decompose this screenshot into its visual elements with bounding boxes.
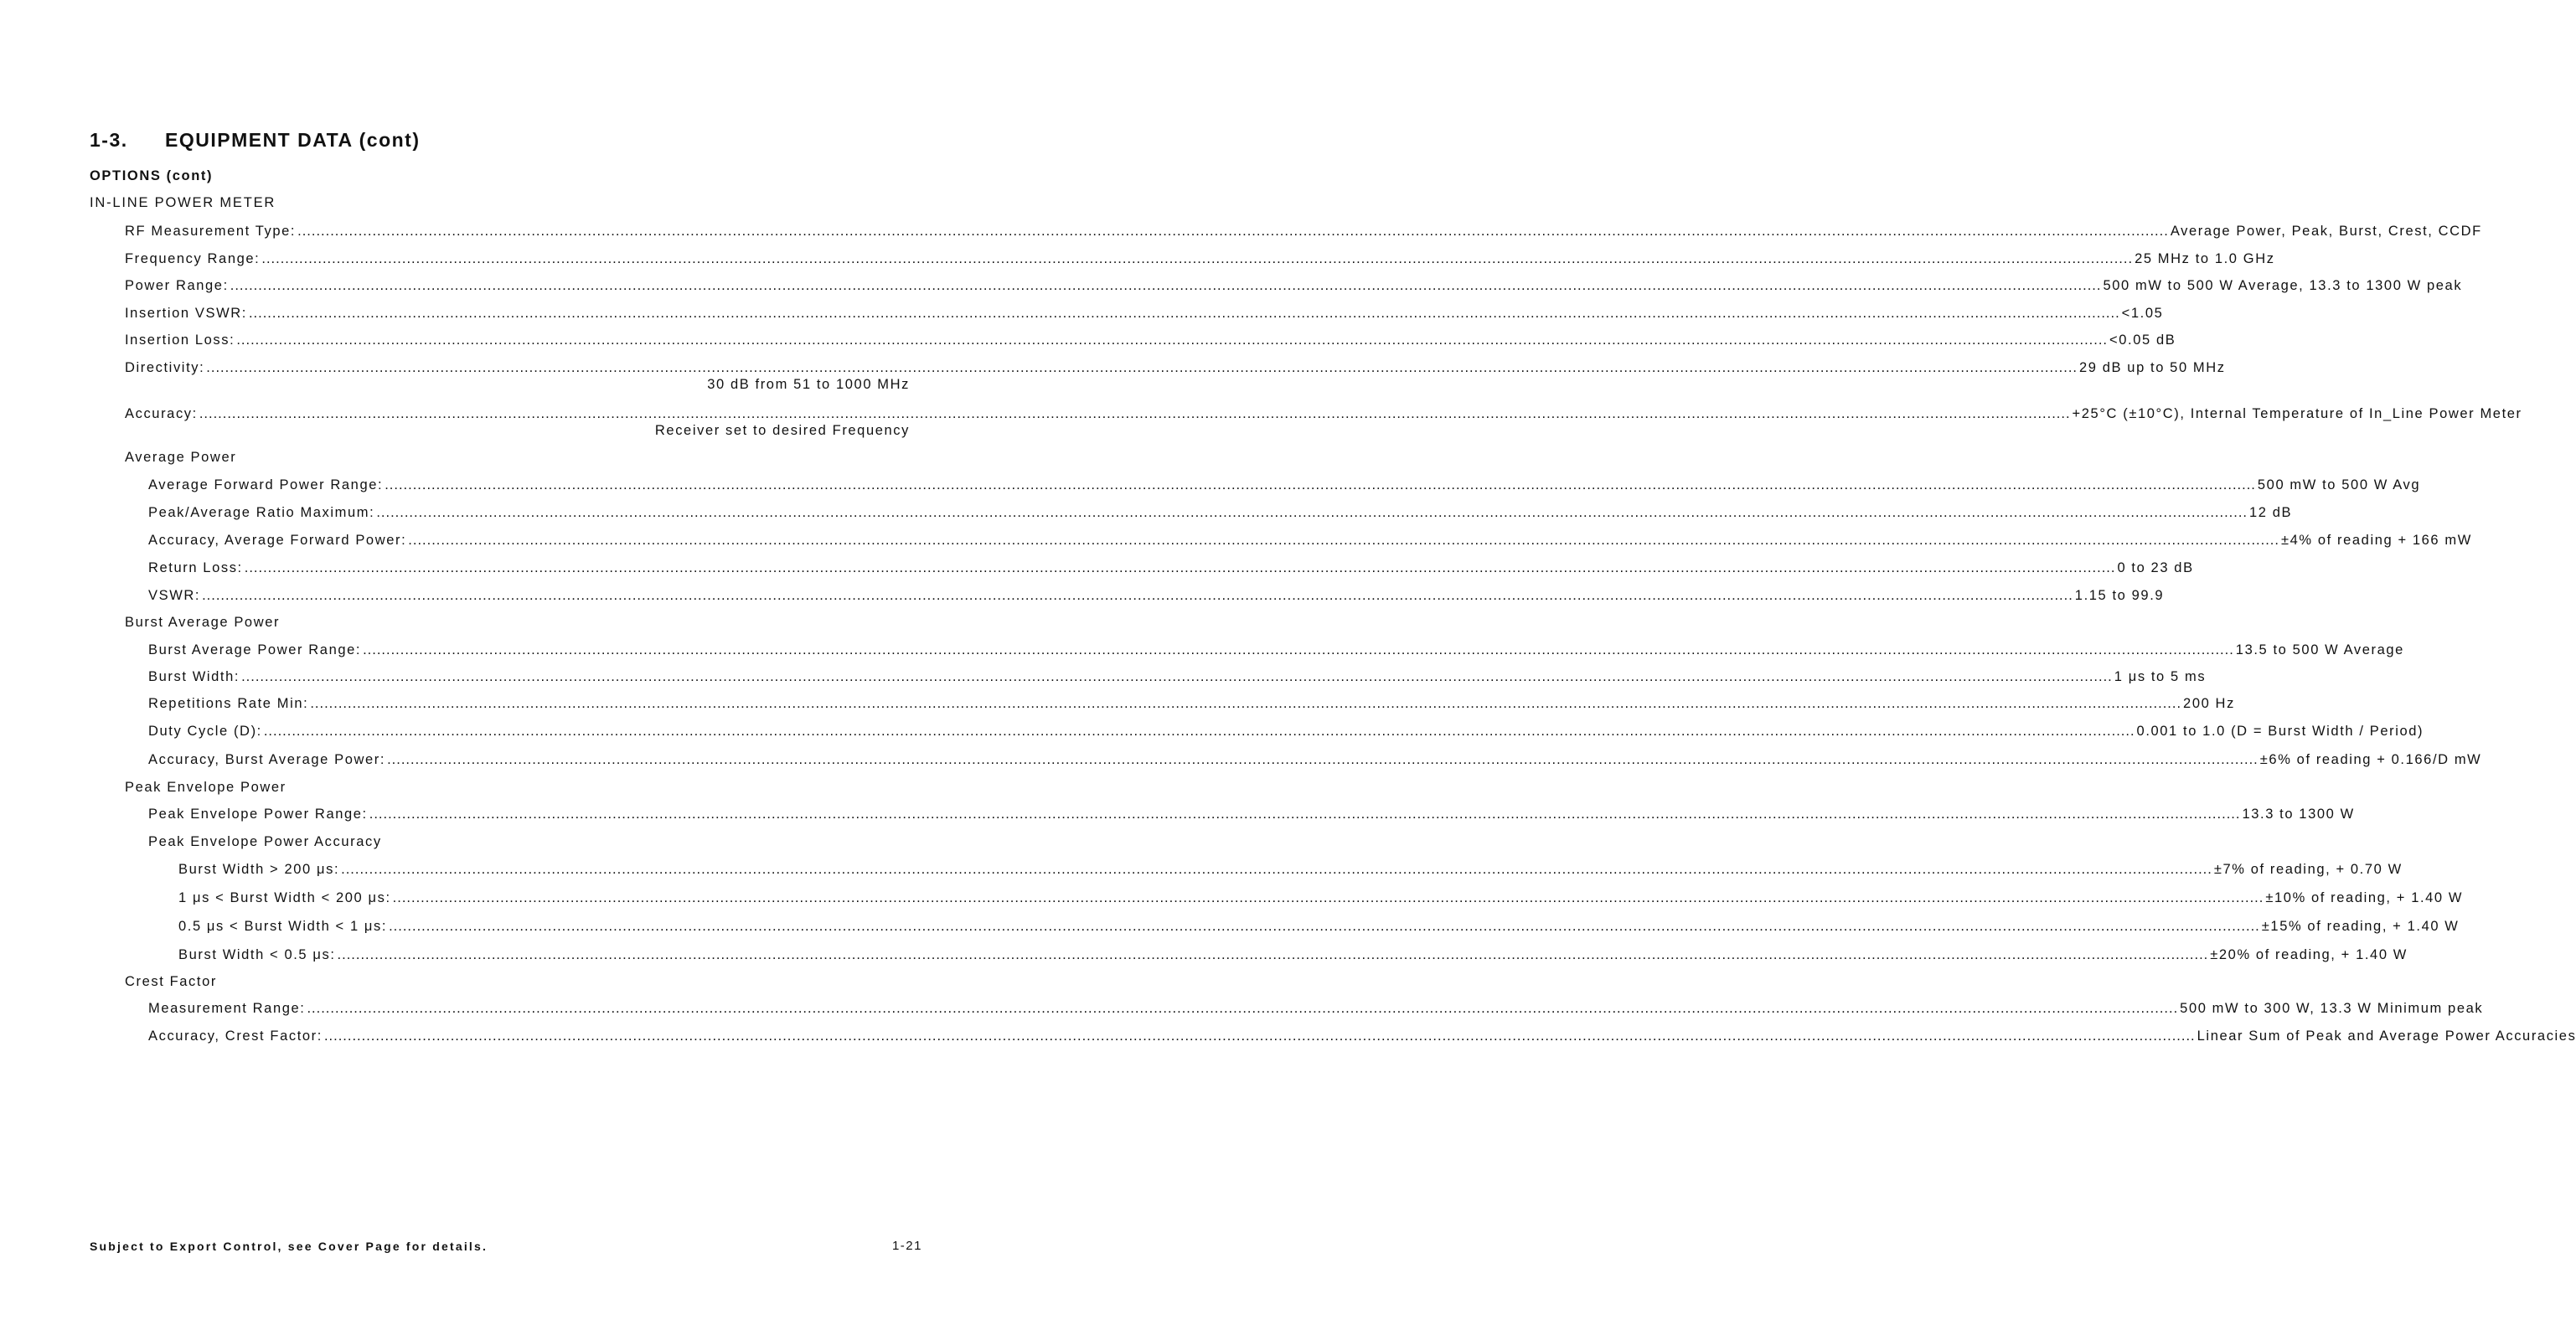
spec-row-burst-width xyxy=(148,668,2207,686)
leader-dots: ................................................................................................................................................................................................................................................................................................................................................................................................................ xyxy=(376,505,2248,520)
spec-value: ±7% of reading, + 0.70 W xyxy=(2213,862,2403,877)
spec-value: +25°C (±10°C), Internal Temperature of In_Line Power Meter xyxy=(2072,406,2522,421)
options-subheading: OPTIONS (cont) xyxy=(90,168,214,183)
leader-dots: ................................................................................................................................................................................................................................................................................................................................................................................................................ xyxy=(408,533,2279,548)
spec-label: Frequency Range: xyxy=(125,251,261,266)
section-title: EQUIPMENT DATA (cont) xyxy=(165,129,421,151)
spec-row-accuracy xyxy=(125,405,2522,423)
leader-dots: ................................................................................................................................................................................................................................................................................................................................................................................................................ xyxy=(199,406,2071,421)
spec-row-insertion-vswr xyxy=(125,305,2164,322)
spec-row-insertion-loss xyxy=(125,332,2176,349)
leader-dots: ................................................................................................................................................................................................................................................................................................................................................................................................................ xyxy=(244,560,2116,575)
spec-value: 500 mW to 500 W Average, 13.3 to 1300 W peak xyxy=(2103,278,2463,293)
spec-label: Accuracy, Average Forward Power: xyxy=(148,533,407,548)
spec-row-peak-avg-ratio xyxy=(148,504,2293,522)
spec-value-continuation: 30 dB from 51 to 1000 MHz xyxy=(707,377,910,392)
leader-dots: ................................................................................................................................................................................................................................................................................................................................................................................................................ xyxy=(206,360,2078,375)
spec-row-crest-accuracy xyxy=(148,1028,2576,1045)
export-control-note: Subject to Export Control, see Cover Page for details. xyxy=(90,1240,488,1253)
spec-row-peak-bw3 xyxy=(178,918,2460,936)
leader-dots: ................................................................................................................................................................................................................................................................................................................................................................................................................ xyxy=(363,642,2234,657)
spec-row-power-range xyxy=(125,277,2463,295)
spec-value: 0 to 23 dB xyxy=(2117,560,2194,575)
leader-dots: ................................................................................................................................................................................................................................................................................................................................................................................................................ xyxy=(389,919,2260,934)
leader-dots: ................................................................................................................................................................................................................................................................................................................................................................................................................ xyxy=(385,477,2256,492)
spec-label: Insertion VSWR: xyxy=(125,306,247,321)
spec-row-peak-bw1 xyxy=(178,861,2403,879)
group-heading-average-power: Average Power xyxy=(125,450,237,465)
spec-label: Accuracy, Burst Average Power: xyxy=(148,752,386,767)
leader-dots: ................................................................................................................................................................................................................................................................................................................................................................................................................ xyxy=(261,251,2134,266)
spec-value: 1.15 to 99.9 xyxy=(2074,588,2165,603)
spec-value: ±6% of reading + 0.166/D mW xyxy=(2259,752,2482,767)
leader-dots: ................................................................................................................................................................................................................................................................................................................................................................................................................ xyxy=(341,862,2212,877)
leader-dots: ................................................................................................................................................................................................................................................................................................................................................................................................................ xyxy=(236,333,2109,348)
spec-label: 0.5 μs < Burst Width < 1 μs: xyxy=(178,919,388,934)
spec-value: <0.05 dB xyxy=(2109,333,2176,348)
spec-value: 1 μs to 5 ms xyxy=(2114,669,2207,684)
spec-row-return-loss xyxy=(148,559,2194,577)
spec-value: 25 MHz to 1.0 GHz xyxy=(2135,251,2275,266)
spec-label: Directivity: xyxy=(125,360,205,375)
spec-row-crest-range xyxy=(148,1000,2484,1018)
spec-label: Measurement Range: xyxy=(148,1001,306,1016)
spec-value: Linear Sum of Peak and Average Power Accuracies xyxy=(2197,1029,2576,1044)
spec-value: 200 Hz xyxy=(2183,696,2235,711)
spec-value: 500 mW to 500 W Avg xyxy=(2257,477,2421,492)
leader-dots: ................................................................................................................................................................................................................................................................................................................................................................................................................ xyxy=(307,1001,2179,1016)
spec-value: ±10% of reading, + 1.40 W xyxy=(2265,890,2464,905)
leader-dots: ................................................................................................................................................................................................................................................................................................................................................................................................................ xyxy=(323,1029,2196,1044)
spec-value: 13.3 to 1300 W xyxy=(2242,807,2355,822)
leader-dots: ................................................................................................................................................................................................................................................................................................................................................................................................................ xyxy=(248,306,2120,321)
group-heading-peak-accuracy: Peak Envelope Power Accuracy xyxy=(148,834,382,849)
spec-label: Burst Width: xyxy=(148,669,240,684)
spec-label: Peak Envelope Power Range: xyxy=(148,807,368,822)
leader-dots: ................................................................................................................................................................................................................................................................................................................................................................................................................ xyxy=(310,696,2182,711)
spec-row-rf-type xyxy=(125,223,2482,240)
page-number: 1-21 xyxy=(891,1239,922,1253)
spec-value: <1.05 xyxy=(2121,306,2164,321)
spec-label: Burst Average Power Range: xyxy=(148,642,362,657)
spec-row-peak-bw4 xyxy=(178,946,2408,964)
spec-row-duty-cycle xyxy=(148,723,2424,740)
leader-dots: ................................................................................................................................................................................................................................................................................................................................................................................................................ xyxy=(392,890,2264,905)
spec-value-continuation: Receiver set to desired Frequency xyxy=(654,423,910,438)
leader-dots: ................................................................................................................................................................................................................................................................................................................................................................................................................ xyxy=(230,278,2102,293)
spec-value: 0.001 to 1.0 (D = Burst Width / Period) xyxy=(2136,724,2424,739)
spec-label: Accuracy: xyxy=(125,406,198,421)
spec-row-peak-bw2 xyxy=(178,889,2464,907)
spec-label: VSWR: xyxy=(148,588,201,603)
spec-label: RF Measurement Type: xyxy=(125,224,297,239)
spec-row-frequency-range xyxy=(125,250,2275,268)
leader-dots: ................................................................................................................................................................................................................................................................................................................................................................................................................ xyxy=(337,947,2209,962)
spec-label: Insertion Loss: xyxy=(125,333,235,348)
leader-dots: ................................................................................................................................................................................................................................................................................................................................................................................................................ xyxy=(387,752,2259,767)
leader-dots: ................................................................................................................................................................................................................................................................................................................................................................................................................ xyxy=(263,724,2135,739)
spec-row-burst-range xyxy=(148,642,2404,659)
section-number: 1-3. xyxy=(90,129,128,151)
spec-label: Return Loss: xyxy=(148,560,243,575)
spec-label: Repetitions Rate Min: xyxy=(148,696,309,711)
spec-label: Power Range: xyxy=(125,278,229,293)
spec-label: Duty Cycle (D): xyxy=(148,724,262,739)
spec-label: Burst Width > 200 μs: xyxy=(178,862,340,877)
spec-row-repetition-rate xyxy=(148,695,2235,713)
spec-value: 13.5 to 500 W Average xyxy=(2235,642,2404,657)
spec-value: ±4% of reading + 166 mW xyxy=(2280,533,2472,548)
spec-row-avg-accuracy xyxy=(148,532,2472,549)
leader-dots: ................................................................................................................................................................................................................................................................................................................................................................................................................ xyxy=(297,224,2169,239)
leader-dots: ................................................................................................................................................................................................................................................................................................................................................................................................................ xyxy=(369,807,2241,822)
spec-value: 500 mW to 300 W, 13.3 W Minimum peak xyxy=(2180,1001,2484,1016)
leader-dots: ................................................................................................................................................................................................................................................................................................................................................................................................................ xyxy=(202,588,2073,603)
spec-row-burst-accuracy xyxy=(148,751,2482,769)
spec-label: Accuracy, Crest Factor: xyxy=(148,1029,323,1044)
spec-value: 29 dB up to 50 MHz xyxy=(2079,360,2226,375)
leader-dots: ................................................................................................................................................................................................................................................................................................................................................................................................................ xyxy=(241,669,2113,684)
spec-value: ±20% of reading, + 1.40 W xyxy=(2210,947,2408,962)
spec-label: Peak/Average Ratio Maximum: xyxy=(148,505,375,520)
spec-row-directivity xyxy=(125,359,2226,377)
spec-label: Average Forward Power Range: xyxy=(148,477,384,492)
spec-label: 1 μs < Burst Width < 200 μs: xyxy=(178,890,391,905)
spec-row-vswr xyxy=(148,587,2165,605)
group-heading-burst-average-power: Burst Average Power xyxy=(125,615,281,630)
group-heading-peak-envelope-power: Peak Envelope Power xyxy=(125,780,287,795)
spec-value: 12 dB xyxy=(2249,505,2293,520)
spec-row-peak-range xyxy=(148,806,2355,823)
spec-value: ±15% of reading, + 1.40 W xyxy=(2261,919,2460,934)
inline-power-meter-title: IN-LINE POWER METER xyxy=(90,195,276,210)
group-heading-crest-factor: Crest Factor xyxy=(125,974,217,989)
spec-row-avg-fwd-range xyxy=(148,477,2421,494)
spec-label: Burst Width < 0.5 μs: xyxy=(178,947,336,962)
spec-value: Average Power, Peak, Burst, Crest, CCDF xyxy=(2170,224,2482,239)
